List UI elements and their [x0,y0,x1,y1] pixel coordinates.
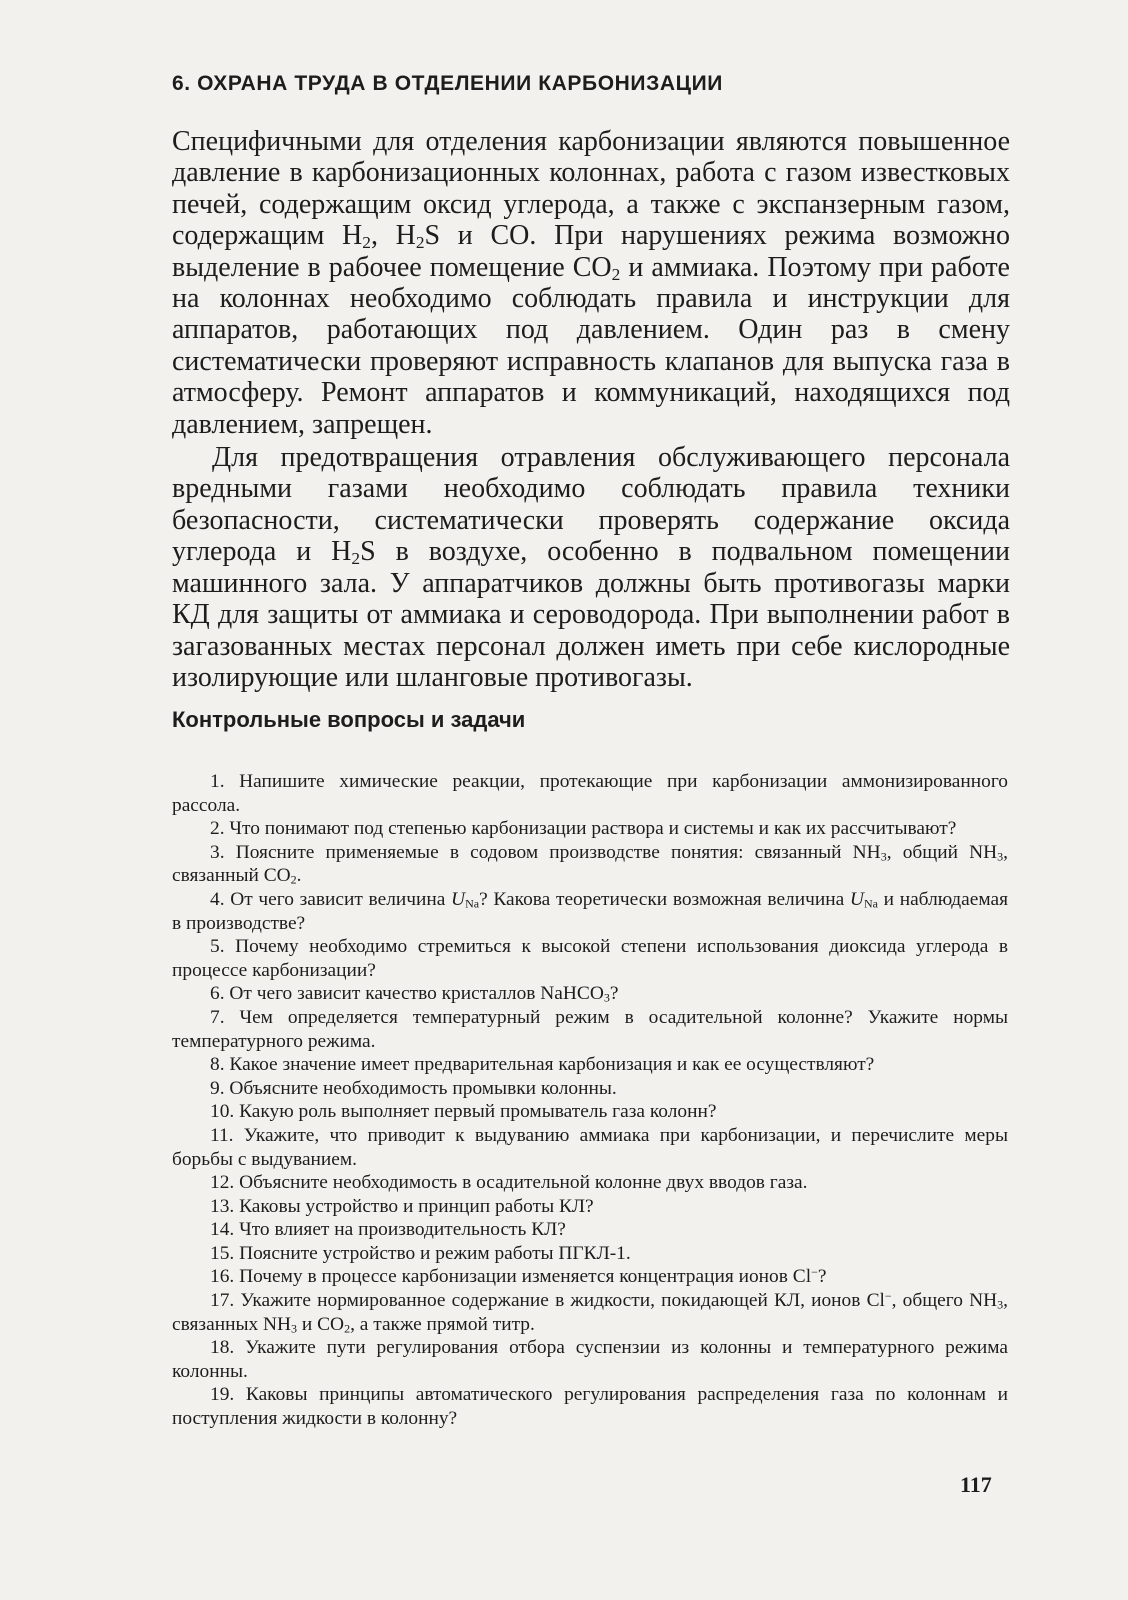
question-item: 17. Укажите нормированное содержание в жидкости, покидающей КЛ, ионов Cl−, общего $NH_3$, связанных $NH_3$ и $CO_2$, а также прямой титр. [172,1289,1008,1336]
question-item: 19. Каковы принципы автоматического регулирования распределения газа по колоннам и поступления жидкости в колонну? [172,1384,1008,1430]
question-item: 2. Что понимают под степенью карбонизации раствора и системы и как их рассчитывают? [210,818,957,840]
question-item: 15. Поясните устройство и режим работы ПГКЛ-1. [210,1242,631,1264]
question-item: 3. Поясните применяемые в содовом производстве понятия: связанный $NH_3$, общий $NH_3$, связанный $CO_2$. [172,841,1009,888]
question-item: 14. Что влияет на производительность КЛ? [210,1219,566,1241]
question-item: 18. Укажите пути регулирования отбора суспензии из колонны и температурного режима колонны. [172,1337,1008,1382]
paragraph-2: Для предотвращения отравления обслуживающего персонала вредными газами необходимо соблюдать правила техники безопасности, систематически проверять содержание оксида углерода и $H_2S$ в воздухе, особенно в подвальном помещении машинного зала. У аппаратчиков должны быть противогазы марки КД для защиты от аммиака и сероводорода. При выполнении работ в загазованных местах персонал должен иметь при себе кислородные изолирующие или шланговые противогазы. [172,442,1010,693]
section-title: 6. ОХРАНА ТРУДА В ОТДЕЛЕНИИ КАРБОНИЗАЦИИ [172,72,723,95]
question-item: 11. Укажите, что приводит к выдуванию аммиака при карбонизации, и перечислите меры борьбы с выдуванием. [172,1124,1008,1170]
question-item: 12. Объясните необходимость в осадительной колонне двух вводов газа. [210,1172,808,1194]
question-item: 7. Чем определяется температурный режим в осадительной колонне? Укажите нормы температурного режима. [172,1006,1008,1052]
question-item: 10. Какую роль выполняет первый промыватель газа колонн? [210,1101,717,1123]
questions-title: Контрольные вопросы и задачи [172,707,526,732]
question-item: 1. Напишите химические реакции, протекающие при карбонизации аммонизированного рассола. [172,771,1008,816]
paragraph-1: Специфичными для отделения карбонизации являются повышенное давление в карбонизационных колоннах, работа с газом известковых печей, содержащим оксид углерода, а также с экспанзерным газом, содержащим $H_2$, $H_2S$ и CO. При нарушениях режима возможно выделение в рабочее помещение $CO_2$ и аммиака. Поэтому при работе на колоннах необходимо соблюдать правила и инструкции для аппаратов, работающих под давлением. Один раз в смену систематически проверяют исправность клапанов для выпуска газа в атмосферу. Ремонт аппаратов и коммуникаций, находящихся под давлением, запрещен. [172,126,1010,440]
question-item: 16. Почему в процессе карбонизации изменяется концентрация ионов Cl−? [210,1265,827,1288]
question-item: 13. Каковы устройство и принцип работы КЛ? [210,1195,594,1217]
body-text [172,126,1010,693]
page-number: 117 [960,1472,992,1497]
question-item: 8. Какое значение имеет предварительная карбонизация и как ее осуществляют? [210,1054,875,1076]
question-item: 5. Почему необходимо стремиться к высокой степени использования диоксида углерода в процессе карбонизации? [172,936,1008,981]
question-item: 9. Объясните необходимость промывки колонны. [210,1077,617,1099]
question-item: 4. От чего зависит величина $U_{Na}$? Какова теоретически возможная величина $U_{Na}$ и наблюдаемая в производстве? [172,888,1008,934]
question-item: 6. От чего зависит качество кристаллов NaHCO$_3$? [210,983,619,1005]
questions-list [172,770,1008,1431]
